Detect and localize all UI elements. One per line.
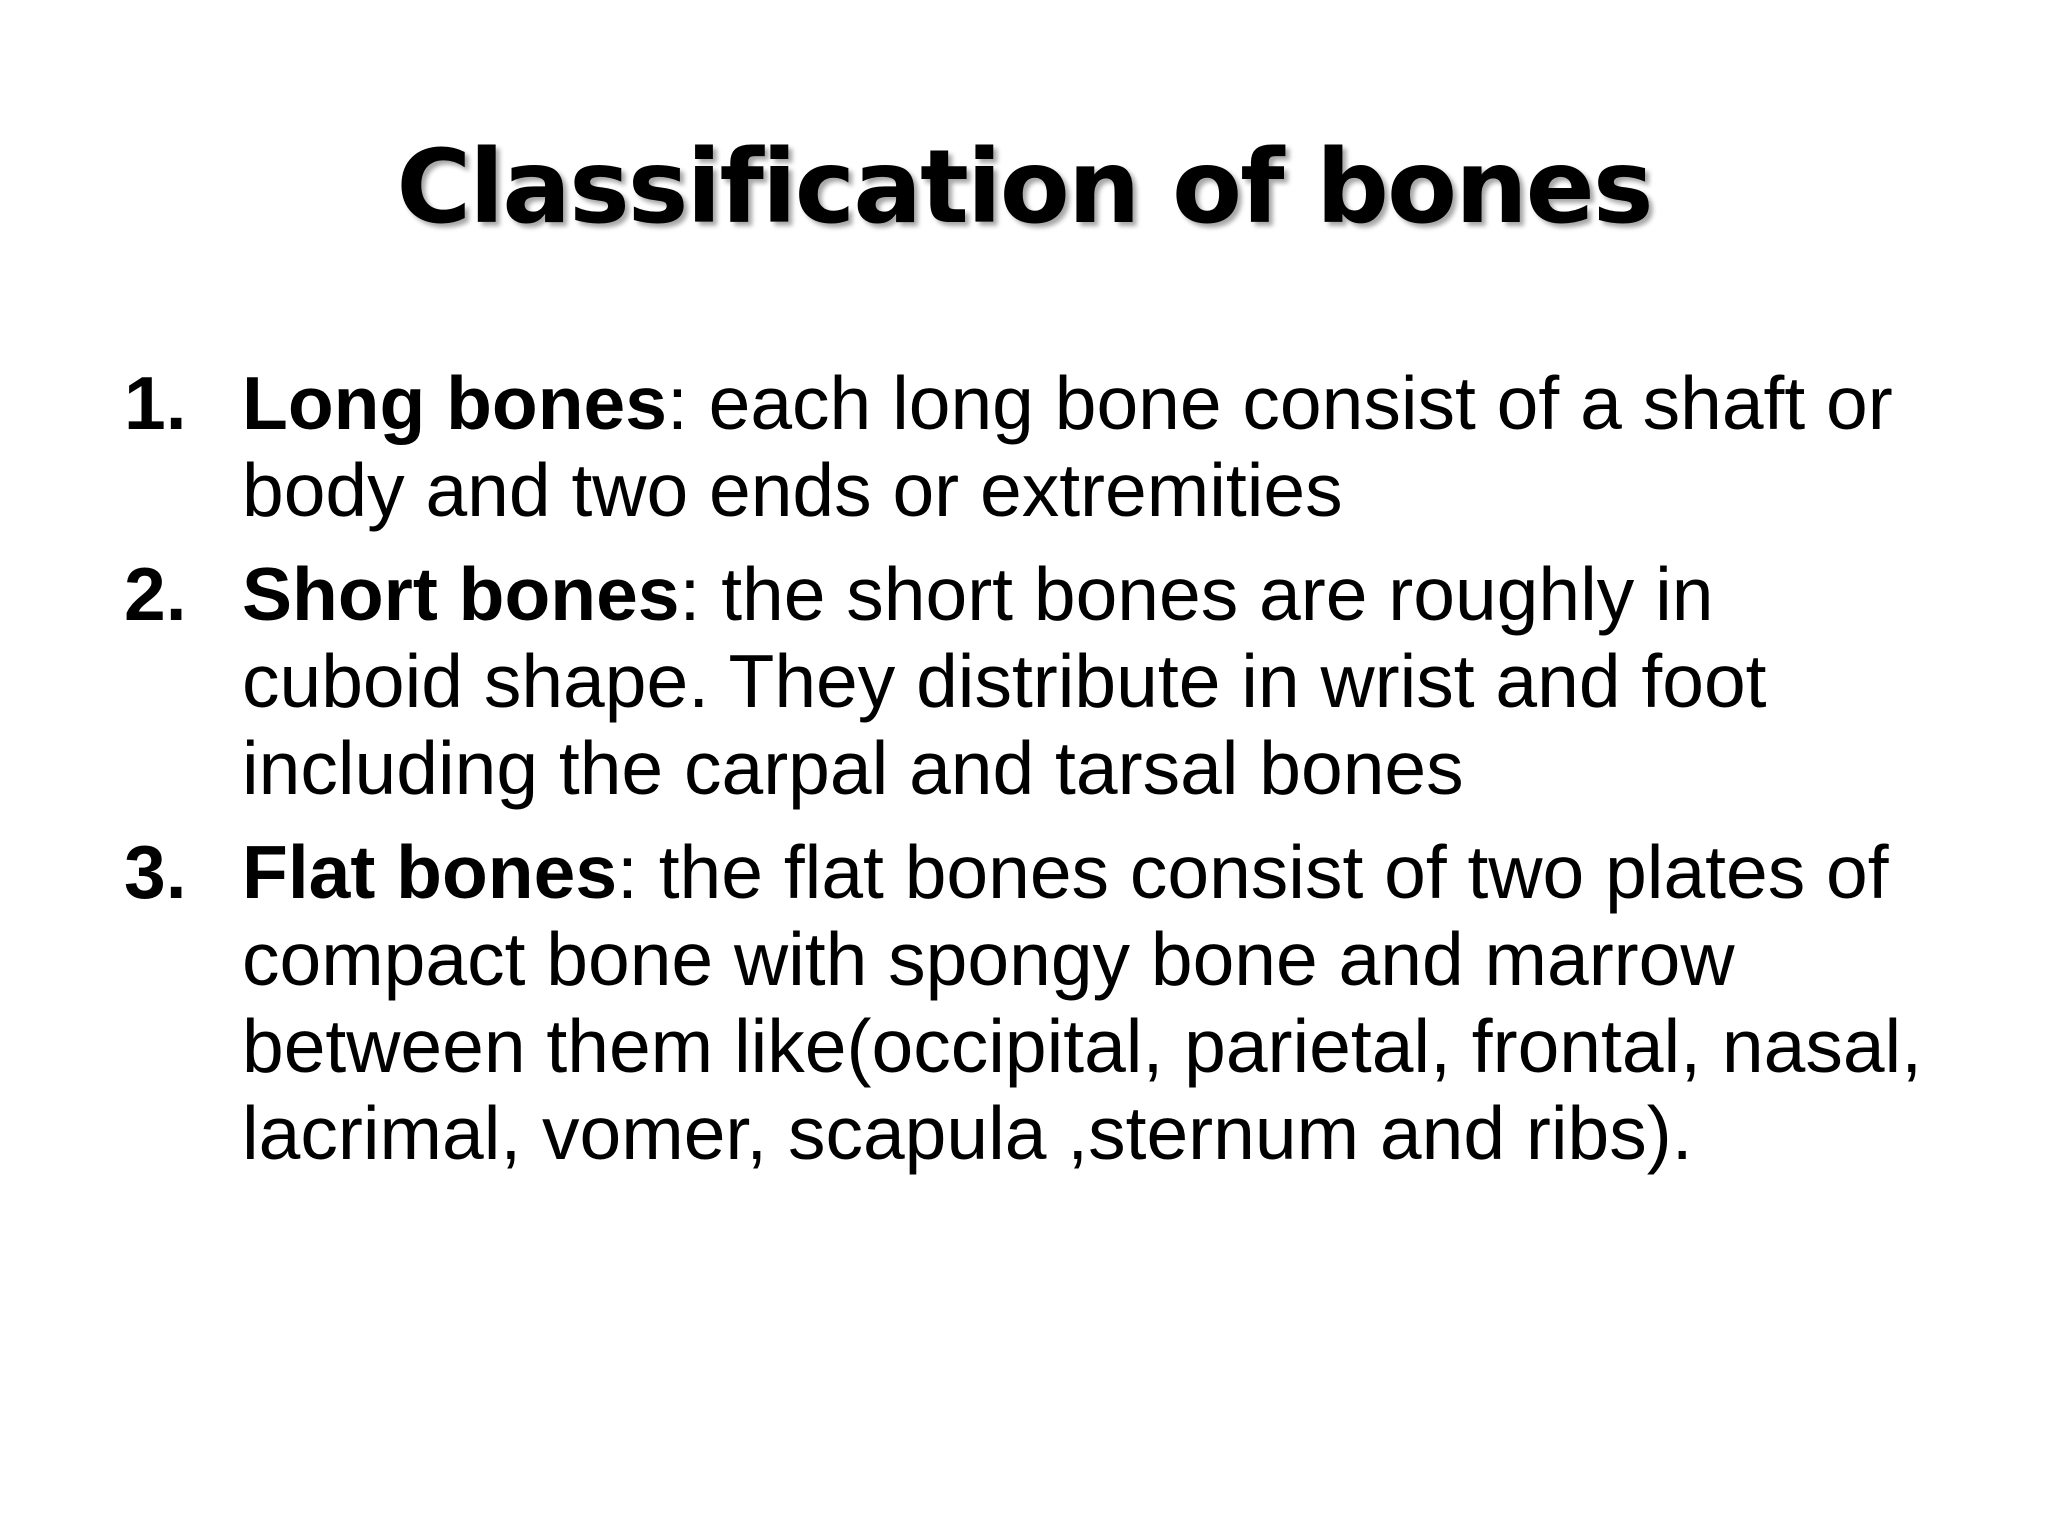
list-term: Long bones xyxy=(242,361,667,445)
list-number: 1. xyxy=(124,361,187,445)
list-term: Short bones xyxy=(242,552,680,636)
list-description: : the flat bones consist of two plates of compact bone with spongy bone and marrow between them like(occipital, parietal, frontal, nasal, lacrimal, vomer, scapula ,sternum and ribs). xyxy=(242,830,1923,1175)
list-number: 3. xyxy=(124,830,187,914)
list-description: : each long bone consist of a shaft or body and two ends or extremities xyxy=(242,361,1893,532)
list-description: : the short bones are roughly in cuboid shape. They distribute in wrist and foot including the carpal and tarsal bones xyxy=(242,552,1767,810)
list-item-short-bones xyxy=(124,551,1944,812)
list-item-flat-bones xyxy=(124,829,1944,1177)
list-term: Flat bones xyxy=(242,830,618,914)
list-item-long-bones xyxy=(124,360,1944,534)
list-number: 2. xyxy=(124,552,187,636)
slide-title: Classification of bones xyxy=(396,128,1652,247)
bone-classification-list xyxy=(124,360,1944,1194)
